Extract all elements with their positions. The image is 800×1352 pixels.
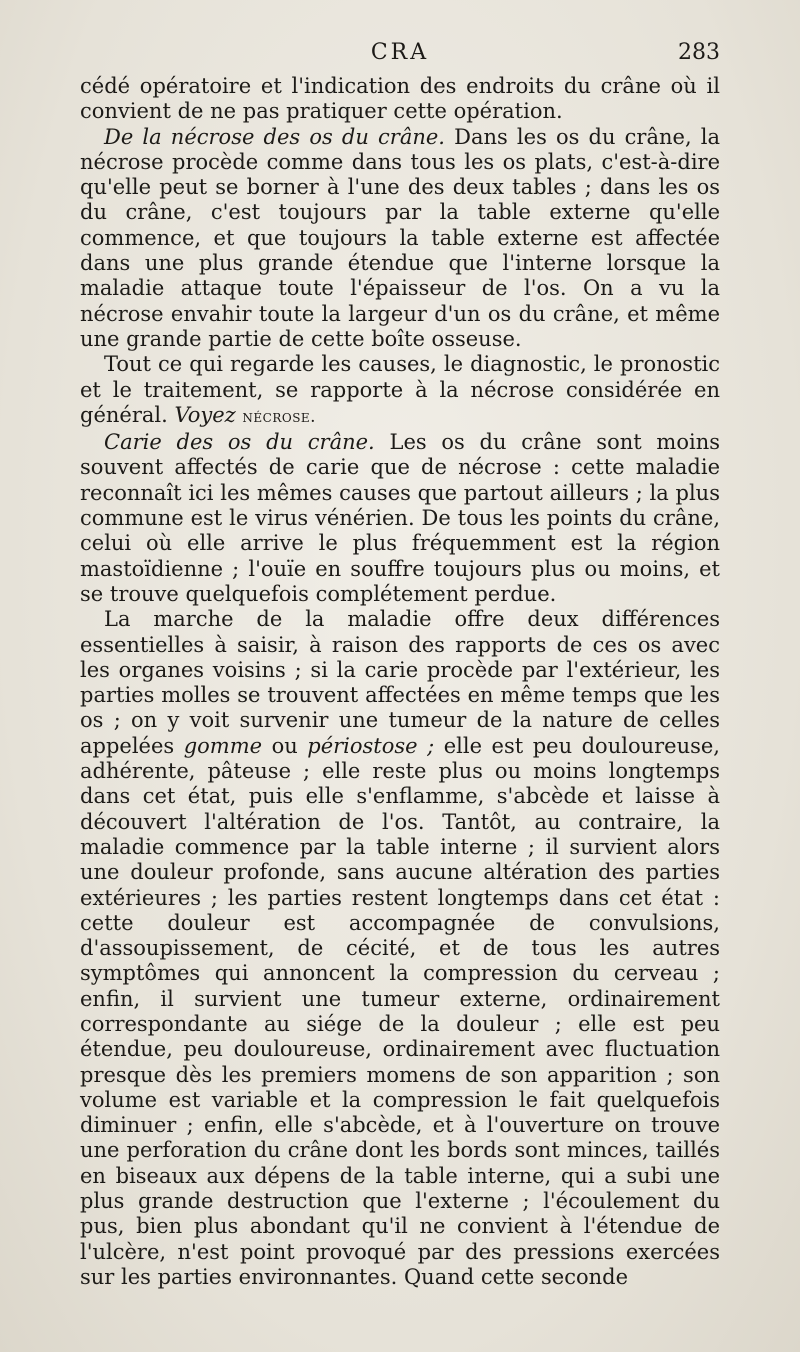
page-header <box>80 40 720 76</box>
section-heading-necrose: De la nécrose des os du crâne. <box>104 124 445 149</box>
paragraph-carie <box>80 430 720 607</box>
paragraph-text: elle est peu douloureuse, adhérente, pâteuse ; elle reste plus ou moins longtemps dans cet état, puis elle s'enflamme, s'abcède et laisse à découvert l'altération de l'os. Tantôt, au contraire, la maladie commence par la table interne ; il survient alors une douleur profonde, sans aucune altération des parties extérieures ; les parties restent longtemps dans cet état : cette douleur est accompagnée de convulsions, d'assoupissement, de cécité, et de tous les autres symptômes qui annoncent la compression du cerveau ; enfin, il survient une tumeur externe, ordinairement correspondante au siége de la douleur ; elle est peu étendue, peu douloureuse, ordinairement avec fluctuation presque dès les premiers momens de son apparition ; son volume est variable et la compression le fait quelquefois diminuer ; enfin, elle s'abcède, et à l'ouverture on trouve une perforation du crâne dont les bords sont minces, taillés en biseaux aux dépens de la table interne, qui a subi une plus grande destruction que l'externe ; l'écoulement du pus, bien plus abondant qu'il ne convient à l'étendue de l'ulcère, n'est point provoqué par des pressions exercées sur les parties environnantes. Quand cette seconde <box>80 733 720 1289</box>
paragraph-continuation: cédé opératoire et l'indication des endroits du crâne où il convient de ne pas pratiquer cette opération. <box>80 74 720 124</box>
section-heading-carie: Carie des os du crâne. <box>104 430 375 455</box>
paragraph-text: Les os du crâne sont moins souvent affectés de carie que de nécrose : cette maladie reconnaît ici les mêmes causes que partout ailleurs ; la plus commune est le virus vénérien. De tous les points du crâne, celui où elle arrive le plus fréquemment est la région mastoïdienne ; l'ouïe en souffre toujours plus ou moins, et se trouve quelquefois complétement perdue. <box>80 430 720 606</box>
cross-reference-term: nécrose. <box>242 406 317 427</box>
paragraph-necrose <box>80 125 720 353</box>
page-number: 283 <box>678 40 720 65</box>
paragraph-text: Tout ce qui regarde les causes, le diagnostic, le pronostic et le traitement, se rapporte à la nécrose considérée en général. <box>80 352 720 427</box>
paragraph-text: ou <box>262 733 308 758</box>
cross-reference-voyez: Voyez <box>174 402 236 427</box>
italic-term-gomme: gomme <box>183 733 263 758</box>
paragraph-text: La marche de la maladie offre deux différences essentielles à saisir, à raison des rapports de ces os avec les organes voisins ; si la carie procède par l'extérieur, les parties molles se trouvent affectées en même temps que les os ; on y voit survenir une tumeur de la nature de celles appelées <box>80 607 720 758</box>
body-text <box>80 74 720 1290</box>
paragraph-marche <box>80 607 720 1290</box>
running-head: CRA <box>370 40 430 65</box>
paragraph-text: Dans les os du crâne, la nécrose procède comme dans tous les os plats, c'est-à-dire qu'elle peut se borner à l'une des deux tables ; dans les os du crâne, c'est toujours par la table externe qu'elle commence, et que toujours la table externe est affectée dans une plus grande étendue que l'interne lorsque la maladie attaque toute l'épaisseur de l'os. On a vu la nécrose envahir toute la largeur d'un os du crâne, et même une grande partie de cette boîte osseuse. <box>80 124 721 351</box>
paragraph-treatment <box>80 352 720 430</box>
italic-term-periostose: périostose ; <box>307 733 435 758</box>
